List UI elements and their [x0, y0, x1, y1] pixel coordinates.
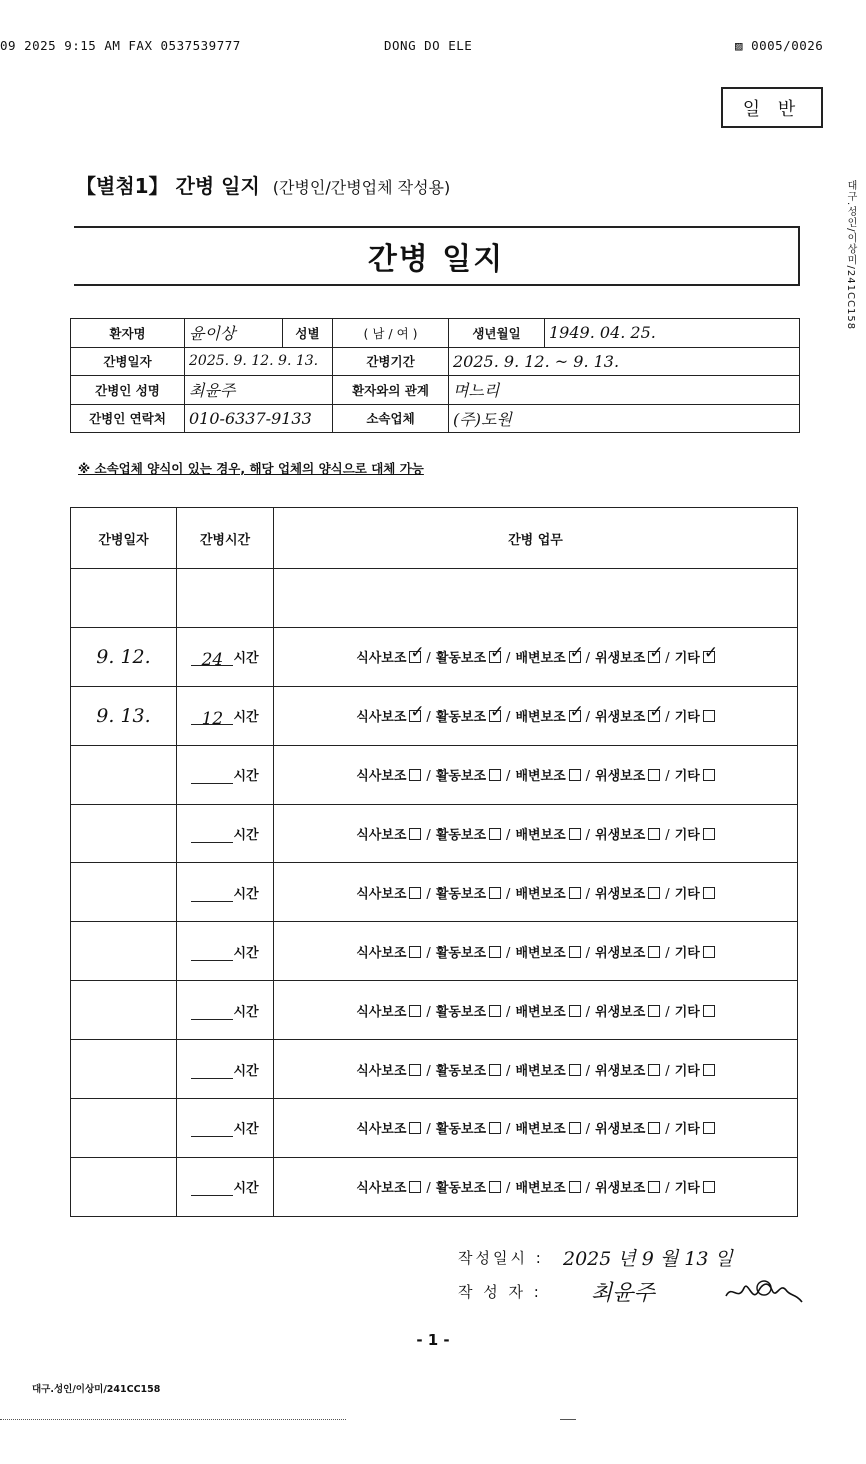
row-hours: 시간: [177, 1099, 274, 1158]
task-checkbox[interactable]: [489, 1064, 501, 1076]
table-row: [71, 804, 798, 863]
row-hours: 시간: [177, 1157, 274, 1216]
task-label: 배변보조: [515, 1122, 566, 1138]
table-row: [71, 981, 798, 1040]
task-label: 식사보조: [356, 769, 407, 785]
task-checkbox[interactable]: [409, 710, 421, 722]
task-checkbox[interactable]: [569, 1064, 581, 1076]
row-date: [71, 745, 177, 804]
caregiver-name-value: 최윤주: [189, 381, 236, 401]
hours-blank: [191, 1063, 233, 1079]
task-label: 활동보조: [435, 1063, 487, 1079]
row-date: [71, 804, 177, 863]
patient-name-label: 환자명: [71, 319, 185, 348]
task-label: 기타: [674, 828, 700, 843]
care-date-value: 2025. 9. 12. 9. 13.: [189, 353, 319, 370]
task-label: 위생보조: [595, 710, 646, 726]
task-checkbox[interactable]: [703, 1181, 715, 1193]
writer-value: 최윤주: [591, 1280, 655, 1306]
task-label: 기타: [674, 1181, 700, 1197]
footer-code: 대구.성인/이상미/241CC158: [32, 1384, 161, 1395]
row-hours: 시간: [177, 804, 274, 863]
fax-header: [0, 38, 866, 58]
row-date: 9. 12.: [71, 627, 177, 686]
contact-value: 010-6337-9133: [189, 408, 312, 428]
form-heading-sub: (간병인/간병업체 작성용): [272, 178, 451, 197]
caregiver-name-label: 간병인 성명: [71, 376, 185, 405]
form-heading: [76, 170, 450, 199]
task-checkbox[interactable]: [409, 1005, 421, 1017]
task-label: 활동보조: [435, 886, 487, 902]
row-date: [71, 1157, 177, 1216]
task-checkbox[interactable]: [409, 769, 421, 781]
footer-dotted-line: [0, 1419, 346, 1420]
task-checkbox[interactable]: [409, 828, 421, 840]
row-tasks: 식사보조✓ / 활동보조✓ / 배변보조✓ / 위생보조✓ / 기타: [274, 686, 798, 745]
care-log-body: [71, 569, 798, 1217]
task-label: 위생보조: [595, 769, 646, 785]
task-label: 식사보조: [356, 886, 407, 902]
task-checkbox[interactable]: [409, 887, 421, 899]
task-checkbox[interactable]: [648, 828, 660, 840]
task-checkbox[interactable]: [569, 769, 581, 781]
task-checkbox[interactable]: [648, 1005, 660, 1017]
task-label: 활동보조: [435, 1004, 487, 1020]
task-label: 위생보조: [595, 1004, 646, 1020]
task-label: 기타: [674, 651, 700, 667]
task-label: 기타: [674, 710, 700, 726]
row-tasks: 식사보조 / 활동보조 / 배변보조 / 위생보조 / 기타: [274, 1157, 798, 1216]
task-checkbox[interactable]: [489, 1122, 501, 1134]
task-checkbox[interactable]: [569, 651, 581, 663]
task-label: 배변보조: [515, 651, 566, 667]
task-checkbox[interactable]: [703, 1005, 715, 1017]
task-label: 위생보조: [595, 945, 646, 961]
row-tasks: 식사보조 / 활동보조 / 배변보조 / 위생보조 / 기타: [274, 745, 798, 804]
care-period-label: 간병기간: [333, 347, 449, 376]
task-label: 활동보조: [435, 1181, 487, 1197]
contact-label: 간병인 연락처: [71, 404, 185, 433]
task-checkbox[interactable]: [703, 710, 715, 722]
task-label: 위생보조: [595, 886, 646, 902]
col-header-tasks: 간병 업무: [274, 508, 798, 569]
task-checkbox[interactable]: [569, 710, 581, 722]
task-label: 위생보조: [595, 1063, 646, 1079]
row-tasks: 식사보조 / 활동보조 / 배변보조 / 위생보조 / 기타: [274, 804, 798, 863]
row-date: [71, 1040, 177, 1099]
task-label: 식사보조: [356, 1122, 407, 1138]
table-row: [71, 1040, 798, 1099]
task-checkbox[interactable]: [569, 887, 581, 899]
task-label: 활동보조: [435, 710, 487, 726]
birth-label: 생년월일: [449, 319, 545, 348]
info-table: [70, 318, 800, 433]
task-checkbox[interactable]: [648, 946, 660, 958]
task-label: 배변보조: [515, 1063, 566, 1079]
table-row: [71, 922, 798, 981]
task-checkbox[interactable]: [489, 828, 501, 840]
row-tasks: 식사보조 / 활동보조 / 배변보조 / 위생보조 / 기타: [274, 1040, 798, 1099]
written-date-value: 2025 년 9 월 13 일: [563, 1247, 733, 1270]
row-date: [71, 922, 177, 981]
task-label: 배변보조: [515, 1181, 566, 1197]
task-label: 기타: [674, 886, 700, 902]
hours-blank: [191, 1121, 233, 1137]
company-value: (주)도원: [453, 409, 512, 429]
form-note: ※ 소속업체 양식이 있는 경우, 해당 업체의 양식으로 대체 가능: [78, 461, 424, 476]
task-label: 식사보조: [356, 1181, 407, 1197]
task-checkbox[interactable]: [409, 1122, 421, 1134]
task-label: 기타: [674, 769, 700, 785]
table-row: [71, 863, 798, 922]
footer-dash: [560, 1419, 576, 1420]
table-row: [71, 627, 798, 686]
task-checkbox[interactable]: [409, 946, 421, 958]
row-hours: 12 시간: [177, 686, 274, 745]
task-label: 식사보조: [356, 710, 407, 726]
patient-name-value: 윤이상: [189, 324, 236, 344]
row-hours: 시간: [177, 863, 274, 922]
fax-header-page: ▨ 0005/0026: [735, 38, 824, 53]
task-checkbox[interactable]: [648, 1122, 660, 1134]
task-checkbox[interactable]: [569, 1122, 581, 1134]
task-label: 배변보조: [515, 769, 566, 785]
task-checkbox[interactable]: [489, 1181, 501, 1193]
fax-header-left: 09 2025 9:15 AM FAX 0537539777: [0, 38, 241, 53]
page-number: - 1 -: [416, 1331, 450, 1349]
task-label: 기타: [674, 1063, 700, 1079]
task-label: 식사보조: [356, 1063, 407, 1079]
table-row: [71, 1157, 798, 1216]
table-row: [71, 745, 798, 804]
task-checkbox[interactable]: [569, 1181, 581, 1193]
category-stamp: 일 반: [721, 87, 823, 128]
hours-blank: [191, 1180, 233, 1196]
side-code: 대구.성인/이상미/241CC158: [845, 180, 856, 331]
task-checkbox[interactable]: [703, 1064, 715, 1076]
task-label: 배변보조: [515, 710, 566, 726]
row-hours: 시간: [177, 745, 274, 804]
task-checkbox[interactable]: [489, 769, 501, 781]
birth-value: 1949. 04. 25.: [549, 323, 656, 343]
task-checkbox[interactable]: [703, 769, 715, 781]
task-label: 배변보조: [515, 945, 566, 961]
row-tasks: 식사보조 / 활동보조 / 배변보조 / 위생보조 / 기타: [274, 1099, 798, 1158]
gender-value: ( 남 / 여 ): [333, 319, 449, 348]
task-checkbox[interactable]: [489, 710, 501, 722]
task-checkbox[interactable]: [703, 651, 715, 663]
task-checkbox[interactable]: [648, 769, 660, 781]
hours-blank: [191, 827, 233, 843]
task-label: 활동보조: [435, 1122, 487, 1138]
task-label: 위생보조: [595, 651, 646, 667]
handwritten-signature: [722, 1276, 806, 1310]
task-label: 위생보조: [595, 1122, 646, 1138]
table-row: [71, 686, 798, 745]
row-hours: 24 시간: [177, 627, 274, 686]
page-title: 간병 일지: [74, 226, 800, 286]
task-label: 식사보조: [356, 828, 407, 843]
task-label: 활동보조: [435, 769, 487, 785]
task-label: 식사보조: [356, 1004, 407, 1020]
task-checkbox[interactable]: [648, 710, 660, 722]
hours-blank: [191, 945, 233, 961]
care-date-label: 간병일자: [71, 347, 185, 376]
task-checkbox[interactable]: [569, 828, 581, 840]
task-label: 활동보조: [435, 945, 487, 961]
task-label: 위생보조: [595, 828, 646, 843]
task-checkbox[interactable]: [648, 651, 660, 663]
row-date: [71, 863, 177, 922]
task-checkbox[interactable]: [489, 1005, 501, 1017]
care-log-table: [70, 507, 798, 1217]
task-checkbox[interactable]: [703, 828, 715, 840]
relation-value: 며느리: [453, 381, 500, 401]
row-date: 9. 13.: [71, 686, 177, 745]
row-hours: 시간: [177, 1040, 274, 1099]
form-heading-main: 【별첨1】 간병 일지: [76, 174, 260, 198]
task-label: 기타: [674, 945, 700, 961]
written-date-label: 작성일시 :: [458, 1248, 544, 1267]
task-label: 기타: [674, 1004, 700, 1020]
fax-icon: ▨: [735, 38, 752, 53]
company-label: 소속업체: [333, 404, 449, 433]
table-row: [71, 1099, 798, 1158]
task-checkbox[interactable]: [648, 1181, 660, 1193]
row-tasks: 식사보조 / 활동보조 / 배변보조 / 위생보조 / 기타: [274, 981, 798, 1040]
task-checkbox[interactable]: [648, 1064, 660, 1076]
relation-label: 환자와의 관계: [333, 376, 449, 405]
task-checkbox[interactable]: [489, 651, 501, 663]
row-tasks: 식사보조 / 활동보조 / 배변보조 / 위생보조 / 기타: [274, 922, 798, 981]
task-label: 배변보조: [515, 886, 566, 902]
task-checkbox[interactable]: [703, 887, 715, 899]
row-tasks: 식사보조 / 활동보조 / 배변보조 / 위생보조 / 기타: [274, 863, 798, 922]
row-hours: 시간: [177, 981, 274, 1040]
task-label: 활동보조: [435, 828, 487, 843]
row-date: [71, 981, 177, 1040]
task-label: 배변보조: [515, 828, 566, 843]
task-checkbox[interactable]: [409, 651, 421, 663]
task-checkbox[interactable]: [409, 1181, 421, 1193]
writer-label: 작 성 자 :: [458, 1282, 542, 1301]
task-checkbox[interactable]: [409, 1064, 421, 1076]
col-header-hours: 간병시간: [177, 508, 274, 569]
hours-blank: [191, 768, 233, 784]
fax-header-sender: DONG DO ELE: [384, 38, 473, 53]
table-row: [71, 569, 798, 628]
task-label: 위생보조: [595, 1181, 646, 1197]
task-label: 식사보조: [356, 651, 407, 667]
task-label: 기타: [674, 1122, 700, 1138]
care-period-value: 2025. 9. 12. ~ 9. 13.: [453, 351, 620, 371]
row-hours: 시간: [177, 922, 274, 981]
task-label: 배변보조: [515, 1004, 566, 1020]
gender-label: 성별: [283, 319, 333, 348]
task-checkbox[interactable]: [703, 1122, 715, 1134]
task-label: 활동보조: [435, 651, 487, 667]
row-tasks: 식사보조✓ / 활동보조✓ / 배변보조✓ / 위생보조✓ / 기타✓: [274, 627, 798, 686]
task-checkbox[interactable]: [703, 946, 715, 958]
task-label: 식사보조: [356, 945, 407, 961]
hours-blank: 12: [191, 709, 233, 725]
hours-blank: 24: [191, 650, 233, 666]
hours-blank: [191, 886, 233, 902]
task-checkbox[interactable]: [648, 887, 660, 899]
task-checkbox[interactable]: [489, 887, 501, 899]
task-checkbox[interactable]: [489, 946, 501, 958]
task-checkbox[interactable]: [569, 1005, 581, 1017]
col-header-date: 간병일자: [71, 508, 177, 569]
hours-blank: [191, 1004, 233, 1020]
row-date: [71, 1099, 177, 1158]
task-checkbox[interactable]: [569, 946, 581, 958]
